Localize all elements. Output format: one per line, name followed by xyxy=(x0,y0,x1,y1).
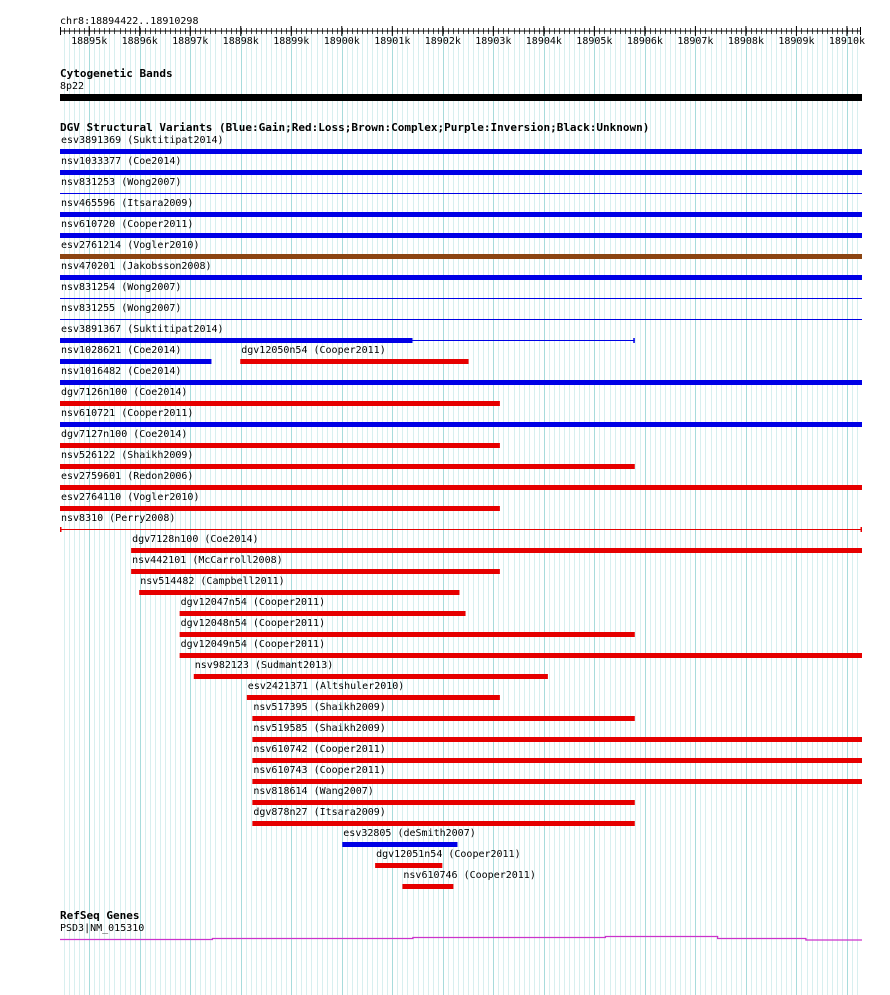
dgv-feature[interactable] xyxy=(131,534,862,553)
gene-label: PSD3|NM_015310 xyxy=(60,923,145,934)
dgv-feature-label[interactable]: nsv610742 (Cooper2011) xyxy=(253,744,386,755)
dgv-feature-bar[interactable] xyxy=(60,443,500,448)
ruler-tick-label: 18904k xyxy=(525,36,562,47)
dgv-feature[interactable] xyxy=(60,387,500,406)
dgv-feature-label[interactable]: nsv514482 (Campbell2011) xyxy=(140,576,285,587)
dgv-feature-bar[interactable] xyxy=(60,298,862,299)
dgv-feature-bar[interactable] xyxy=(252,800,634,805)
dgv-feature-label[interactable]: nsv517395 (Shaikh2009) xyxy=(253,702,386,713)
dgv-feature[interactable] xyxy=(240,345,468,364)
cytoband-label: 8p22 xyxy=(60,81,85,92)
dgv-feature-bar[interactable] xyxy=(60,319,862,320)
ruler-tick-label: 18899k xyxy=(273,36,310,47)
dgv-feature-label[interactable]: dgv878n27 (Itsara2009) xyxy=(253,807,386,818)
dgv-feature-label[interactable]: nsv982123 (Sudmant2013) xyxy=(194,660,334,671)
dgv-feature[interactable] xyxy=(60,492,500,511)
refseq-track-title: RefSeq Genes xyxy=(60,909,140,922)
dgv-feature-bar[interactable] xyxy=(60,506,500,511)
dgv-feature-bar[interactable] xyxy=(342,842,457,847)
ruler-tick-label: 18906k xyxy=(626,36,663,47)
dgv-feature-label[interactable]: dgv7128n100 (Coe2014) xyxy=(132,534,259,545)
ruler-ticks xyxy=(61,26,866,47)
dgv-feature-label[interactable]: nsv831254 (Wong2007) xyxy=(61,282,182,293)
ruler-tick-label: 18909k xyxy=(778,36,815,47)
dgv-feature-label[interactable]: nsv8310 (Perry2008) xyxy=(61,513,176,524)
dgv-feature-label[interactable]: esv3891369 (Suktitipat2014) xyxy=(61,135,224,146)
dgv-feature[interactable] xyxy=(252,744,862,763)
dgv-feature-bar[interactable] xyxy=(375,863,442,868)
ruler-tick-label: 18901k xyxy=(374,36,411,47)
dgv-feature-bar[interactable] xyxy=(252,737,862,742)
dgv-feature-label[interactable]: nsv470201 (Jakobsson2008) xyxy=(61,261,212,272)
dgv-feature-end-cap xyxy=(633,338,635,343)
dgv-feature-bar[interactable] xyxy=(252,716,634,721)
ruler-tick-label: 18896k xyxy=(121,36,158,47)
coordinate-ruler xyxy=(60,16,865,47)
dgv-feature-label[interactable]: nsv1033377 (Coe2014) xyxy=(61,156,182,167)
dgv-feature-bar[interactable] xyxy=(60,338,413,343)
dgv-feature-bar[interactable] xyxy=(60,422,862,427)
dgv-feature-label[interactable]: dgv12050n54 (Cooper2011) xyxy=(241,345,386,356)
dgv-feature-bar[interactable] xyxy=(60,149,862,154)
dgv-feature[interactable] xyxy=(194,660,548,679)
dgv-feature-bar[interactable] xyxy=(60,464,635,469)
dgv-feature[interactable] xyxy=(60,345,211,364)
dgv-feature-label[interactable]: nsv465596 (Itsara2009) xyxy=(61,198,194,209)
dgv-feature-bar[interactable] xyxy=(60,233,862,238)
dgv-feature-bar[interactable] xyxy=(60,170,862,175)
dgv-feature-bar[interactable] xyxy=(252,779,862,784)
dgv-feature-label[interactable]: esv3891367 (Suktitipat2014) xyxy=(61,324,224,335)
dgv-track-title: DGV Structural Variants (Blue:Gain;Red:Loss;Brown:Complex;Purple:Inversion;Black:Unknown) xyxy=(60,121,650,134)
dgv-feature-label[interactable]: dgv7127n100 (Coe2014) xyxy=(61,429,188,440)
ruler-tick-label: 18895k xyxy=(71,36,108,47)
dgv-feature[interactable] xyxy=(131,555,500,574)
dgv-feature-bar[interactable] xyxy=(60,212,862,217)
dgv-feature-label[interactable]: nsv610721 (Cooper2011) xyxy=(61,408,194,419)
dgv-feature-bar[interactable] xyxy=(60,529,862,530)
dgv-feature-label[interactable]: nsv442101 (McCarroll2008) xyxy=(132,555,283,566)
dgv-feature-label[interactable]: nsv610720 (Cooper2011) xyxy=(61,219,194,230)
dgv-feature-bar[interactable] xyxy=(60,401,500,406)
cytoband-track-title: Cytogenetic Bands xyxy=(60,67,173,80)
dgv-feature-label[interactable]: esv2764110 (Vogler2010) xyxy=(61,492,200,503)
dgv-feature-label[interactable]: nsv519585 (Shaikh2009) xyxy=(253,723,386,734)
dgv-feature-label[interactable]: nsv526122 (Shaikh2009) xyxy=(61,450,194,461)
dgv-feature-label[interactable]: esv32805 (deSmith2007) xyxy=(343,828,476,839)
dgv-feature-bar[interactable] xyxy=(139,590,459,595)
dgv-feature-bar[interactable] xyxy=(180,653,862,658)
dgv-feature-label[interactable]: nsv831255 (Wong2007) xyxy=(61,303,182,314)
dgv-feature-label[interactable]: nsv1016482 (Coe2014) xyxy=(61,366,182,377)
dgv-feature-label[interactable]: nsv610743 (Cooper2011) xyxy=(253,765,386,776)
locus-label: chr8:18894422..18910298 xyxy=(60,16,199,27)
dgv-feature[interactable] xyxy=(252,765,862,784)
dgv-feature-bar[interactable] xyxy=(240,359,468,364)
dgv-feature-bar[interactable] xyxy=(131,548,862,553)
ruler-tick-label: 18897k xyxy=(172,36,209,47)
dgv-feature-bar[interactable] xyxy=(180,632,635,637)
dgv-feature-bar[interactable] xyxy=(60,275,862,280)
dgv-feature[interactable] xyxy=(180,639,862,658)
dgv-feature[interactable] xyxy=(180,618,635,637)
dgv-feature-label[interactable]: esv2421371 (Altshuler2010) xyxy=(247,681,405,692)
ruler-tick-label: 18902k xyxy=(424,36,461,47)
ruler-tick-label: 18903k xyxy=(475,36,512,47)
ruler-tick-label: 18907k xyxy=(677,36,714,47)
dgv-feature-label[interactable]: dgv12047n54 (Cooper2011) xyxy=(180,597,326,608)
dgv-feature[interactable] xyxy=(402,870,535,889)
dgv-feature-bar[interactable] xyxy=(60,359,211,364)
dgv-feature-bar[interactable] xyxy=(247,695,500,700)
ruler-tick-label: 18908k xyxy=(727,36,764,47)
ruler-tick-label: 18905k xyxy=(576,36,613,47)
dgv-feature-bar[interactable] xyxy=(60,193,862,194)
dgv-feature-end-cap xyxy=(861,527,863,532)
dgv-feature-label[interactable]: esv2759601 (Redon2006) xyxy=(61,471,194,482)
dgv-feature-label[interactable]: dgv7126n100 (Coe2014) xyxy=(61,387,188,398)
dgv-feature-label[interactable]: nsv831253 (Wong2007) xyxy=(61,177,182,188)
dgv-feature-bar[interactable] xyxy=(194,674,548,679)
dgv-feature-bar[interactable] xyxy=(402,884,453,889)
ruler-tick-label: 18900k xyxy=(323,36,360,47)
dgv-feature-label[interactable]: dgv12048n54 (Cooper2011) xyxy=(180,618,326,629)
dgv-feature-bar[interactable] xyxy=(60,254,862,259)
dgv-feature-label[interactable]: esv2761214 (Vogler2010) xyxy=(61,240,200,251)
dgv-feature[interactable] xyxy=(252,723,862,742)
dgv-feature[interactable] xyxy=(180,597,466,616)
dgv-feature-bar[interactable] xyxy=(60,485,862,490)
dgv-feature[interactable] xyxy=(60,429,500,448)
dgv-feature-label[interactable]: nsv1028621 (Coe2014) xyxy=(61,345,182,356)
dgv-feature-bar[interactable] xyxy=(180,611,466,616)
dgv-feature-label[interactable]: dgv12051n54 (Cooper2011) xyxy=(376,849,521,860)
dgv-feature-bar[interactable] xyxy=(252,758,862,763)
dgv-feature[interactable] xyxy=(342,828,475,847)
dgv-feature-label[interactable]: dgv12049n54 (Cooper2011) xyxy=(180,639,326,650)
dgv-feature-bar[interactable] xyxy=(252,821,634,826)
dgv-feature-label[interactable]: nsv610746 (Cooper2011) xyxy=(403,870,536,881)
dgv-feature-bar[interactable] xyxy=(60,380,862,385)
dgv-feature-start-cap xyxy=(60,527,62,532)
dgv-feature[interactable] xyxy=(247,681,500,700)
dgv-feature-bar[interactable] xyxy=(131,569,500,574)
dgv-feature[interactable] xyxy=(139,576,459,595)
dgv-feature-label[interactable]: nsv818614 (Wang2007) xyxy=(253,786,374,797)
dgv-feature-extension[interactable] xyxy=(413,340,635,341)
cytoband-bar[interactable] xyxy=(60,94,862,101)
ruler-tick-label: 18910k xyxy=(828,36,866,47)
ruler-tick-label: 18898k xyxy=(222,36,259,47)
